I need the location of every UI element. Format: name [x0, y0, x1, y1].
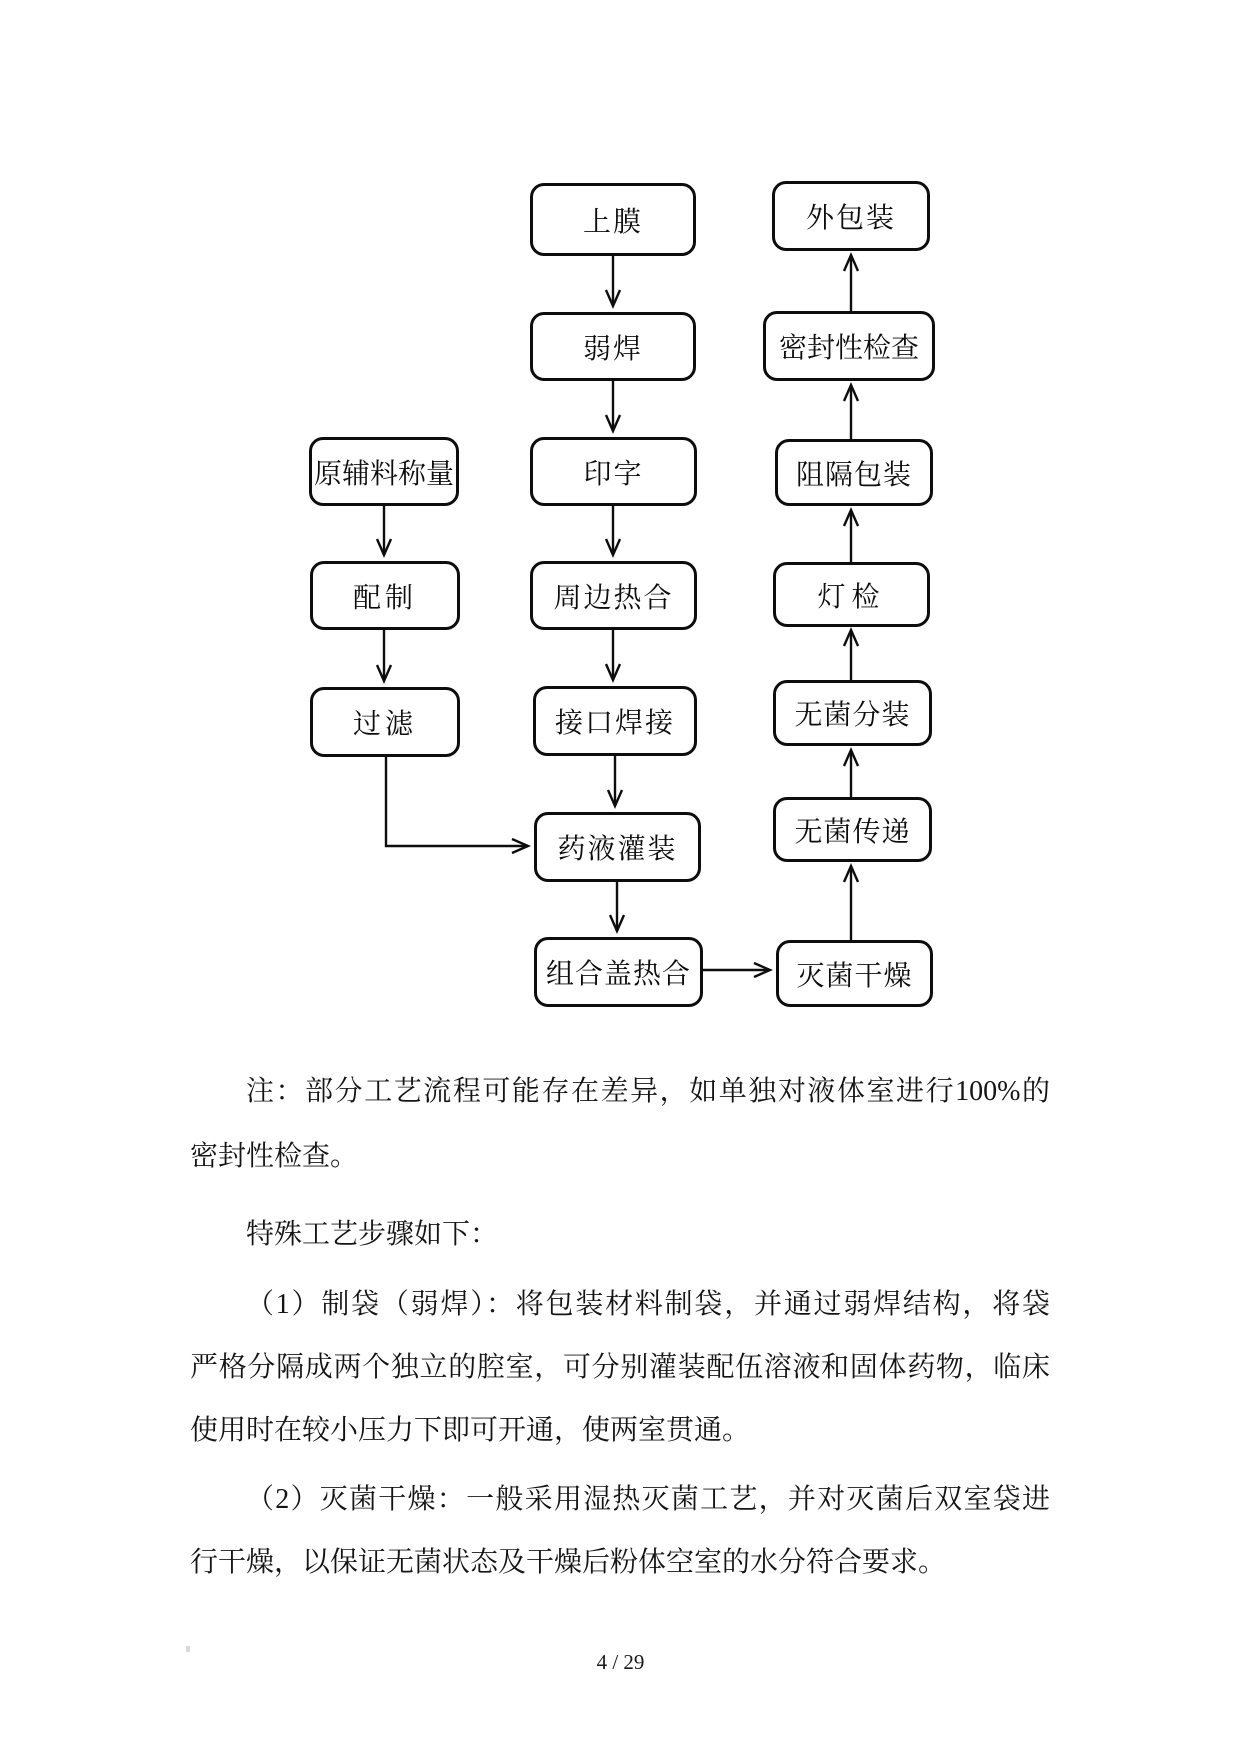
- flow-node-outer-packaging: 外包装: [772, 181, 930, 251]
- flow-node-port-welding: 接口焊接: [533, 686, 697, 756]
- body-line: 严格分隔成两个独立的腔室，可分别灌装配伍溶液和固体药物，临床: [190, 1352, 1050, 1383]
- flow-node-material-weighing: 原辅料称量: [309, 437, 459, 506]
- flow-node-seal-inspection: 密封性检查: [763, 311, 935, 381]
- note-line: 密封性检查。: [190, 1141, 359, 1172]
- flow-node-sterilize-dry: 灭菌干燥: [776, 940, 933, 1007]
- flow-node-preparation: 配制: [310, 561, 460, 630]
- body-line: 特殊工艺步骤如下：: [246, 1219, 499, 1250]
- flow-node-filtration: 过滤: [310, 687, 460, 757]
- flow-node-film-loading: 上膜: [530, 183, 696, 256]
- note-line: 注：部分工艺流程可能存在差异，如单独对液体室进行100%的: [246, 1076, 1050, 1107]
- flow-node-weak-weld: 弱焊: [530, 312, 696, 381]
- flow-node-aseptic-filling: 无菌分装: [773, 680, 932, 746]
- flow-node-barrier-packaging: 阻隔包装: [775, 439, 933, 506]
- body-line: 行干燥，以保证无菌状态及干燥后粉体空室的水分符合要求。: [190, 1547, 947, 1578]
- flow-node-printing: 印字: [530, 437, 697, 506]
- flow-arrow-elbow: [386, 757, 528, 846]
- flow-node-lamp-inspection: 灯检: [773, 562, 930, 627]
- body-line: 使用时在较小压力下即可开通，使两室贯通。: [190, 1415, 751, 1446]
- flow-node-cap-heat-seal: 组合盖热合: [534, 937, 703, 1007]
- page-number: 4 / 29: [596, 1650, 645, 1674]
- body-line: （1）制袋（弱焊）：将包装材料制袋，并通过弱焊结构，将袋: [246, 1289, 1050, 1320]
- flow-node-liquid-filling: 药液灌装: [534, 812, 701, 882]
- flow-node-aseptic-transfer: 无菌传递: [773, 797, 932, 862]
- body-line: （2）灭菌干燥：一般采用湿热灭菌工艺，并对灭菌后双室袋进: [246, 1484, 1050, 1515]
- flow-node-edge-heat-seal: 周边热合: [530, 561, 697, 630]
